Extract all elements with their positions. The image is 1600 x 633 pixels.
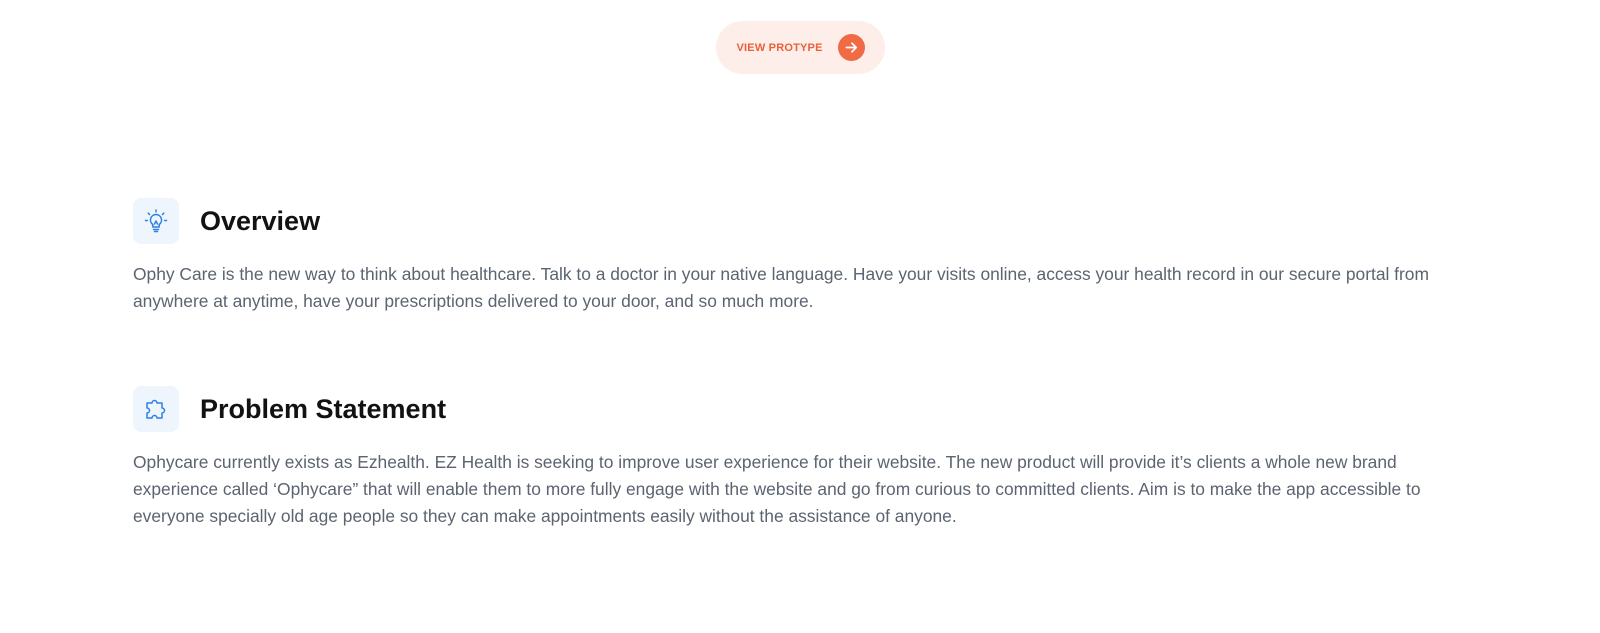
cta-container [0,21,1600,74]
view-prototype-button[interactable] [716,21,885,74]
overview-title: Overview [200,206,321,236]
problem-statement-body: Ophycare currently exists as Ezhealth. EZ Health is seeking to improve user experience for their website. The new product will provide it’s clients a whole new brand experience called ‘Ophycare” that will enable them to more fully engage with the website and go from curious to committed clients. Aim is to make the app accessible to everyone specially old age people so they can make appointments easily without the assistance of anyone. [133,452,1421,526]
problem-statement-section [133,386,1473,530]
overview-section [133,198,1473,315]
problem-statement-header [133,386,1473,432]
view-prototype-label: VIEW PROTYPE [736,41,823,54]
arrow-right-icon [838,34,865,61]
lightbulb-icon [133,198,179,244]
problem-statement-title: Problem Statement [200,394,447,424]
puzzle-piece-icon [133,386,179,432]
overview-header [133,198,1473,244]
overview-body: Ophy Care is the new way to think about healthcare. Talk to a doctor in your native language. Have your visits online, access your health record in our secure portal from anywhere at anytime, have your prescriptions delivered to your door, and so much more. [133,264,1429,311]
